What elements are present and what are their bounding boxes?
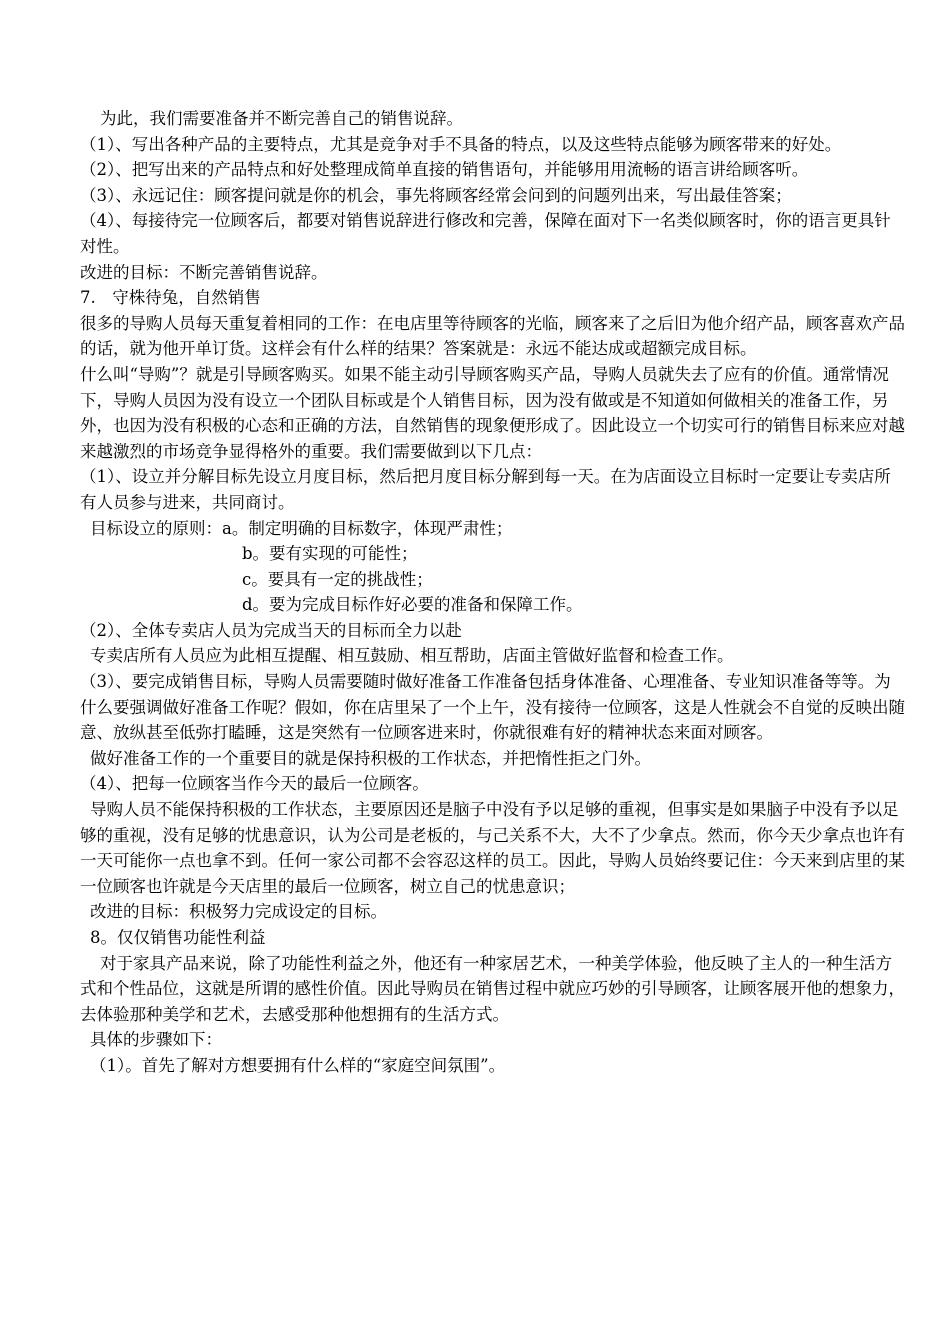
paragraph-7a: 很多的导购人员每天重复着相同的工作：在电店里等待顾客的光临，顾客来了之后旧为他介绍产品，顾客喜欢产品的话，就为他开单订货。这样会有什么样的结果？答案就是：永远不能达成或超额完成目标。	[80, 313, 905, 359]
paragraph-7b: 什么叫“导购”？就是引导顾客购买。如果不能主动引导顾客购买产品，导购人员就失去了应有的价值。通常情况下，导购人员因为没有设立一个团队目标或是个人销售目标，因为没有做或是不知道如何做相关的准备工作，另外，也因为没有积极的心态和正确的方法，自然销售的现象便形成了。因此设立一个切实可行的销售目标来应对越来越激烈的市场竞争显得格外的重要。我们需要做到以下几点：	[80, 364, 905, 461]
step-4: （4）、把每一位顾客当作今天的最后一位顾客。	[80, 774, 429, 794]
section-heading-8: 8。仅仅销售功能性利益	[90, 928, 266, 947]
paragraph-8: 对于家具产品来说，除了功能性利益之外，他还有一种家居艺术，一种美学体验，他反映了主人的一种生活方式和个性品位，这就是所谓的感性价值。因此导购员在销售过程中就应巧妙的引导顾客，让顾客展开他的想象力，去体验那种美学和艺术，去感受那种他想拥有的生活方式。	[80, 953, 905, 1024]
goal-principle-a: 目标设立的原则：a。制定明确的目标数字，体现严肃性；	[90, 518, 513, 538]
list-item-4: （4）、每接待完一位顾客后，都要对销售说辞进行修改和完善，保障在面对下一名类似顾客时，你的语言更具针对性。	[80, 211, 891, 256]
section-heading-7: 7. 守株待兔，自然销售	[80, 288, 261, 308]
paragraph-intro: 为此，我们需要准备并不断完善自己的销售说辞。	[100, 109, 463, 128]
document-body	[80, 106, 906, 1079]
steps-intro: 具体的步骤如下：	[90, 1030, 222, 1050]
step-2-detail: 专卖店所有人员应为此相互提醒、相互鼓励、相互帮助，店面主管做好监督和检查工作。	[90, 646, 734, 666]
step-8-1: （1）。首先了解对方想要拥有什么样的“家庭空间氛围”。	[90, 1055, 506, 1075]
list-item-2: （2）、把写出来的产品特点和好处整理成简单直接的销售语句，并能够用用流畅的语言讲给顾客听。	[80, 160, 809, 180]
list-item-1: （1）、写出各种产品的主要特点，尤其是竞争对手不具备的特点，以及这些特点能够为顾客带来的好处。	[80, 134, 842, 154]
goal-principle-b: b。要有实现的可能性；	[242, 544, 418, 564]
step-2: （2）、全体专卖店人员为完成当天的目标而全力以赴	[80, 620, 462, 640]
step-1: （1）、设立并分解目标先设立月度目标，然后把月度目标分解到每一天。在为店面设立目标时一定要让专卖店所有人员参与进来，共同商讨。	[80, 467, 891, 512]
list-item-3: （3）、永远记住：顾客提问就是你的机会，事先将顾客经常会问到的问题列出来，写出最佳答案；	[80, 185, 792, 205]
improvement-goal-1: 改进的目标：不断完善销售说辞。	[80, 262, 328, 282]
goal-principle-c: c。要具有一定的挑战性；	[242, 569, 433, 589]
improvement-goal-2: 改进的目标：积极努力完成设定的目标。	[90, 902, 387, 922]
step-3-detail: 做好准备工作的一个重要目的就是保持积极的工作状态，并把惰性拒之门外。	[90, 748, 651, 768]
step-3: （3）、要完成销售目标，导购人员需要随时做好准备工作准备包括身体准备、心理准备、专业知识准备等等。为什么要强调做好准备工作呢？假如，你在店里呆了一个上午，没有接待一位顾客，这是人性就会不自觉的反映出随意、放纵甚至低弥打瞌睡，这是突然有一位顾客进来时，你就很难有好的精神状态来面对顾客。	[80, 672, 905, 743]
step-4-detail: 导购人员不能保持积极的工作状态，主要原因还是脑子中没有予以足够的重视，但事实是如果脑子中没有予以足够的重视，没有足够的忧患意识，认为公司是老板的，与己关系不大，大不了少拿点。然而，你今天少拿点也许有一天可能你一点也拿不到。任何一家公司都不会容忍这样的员工。因此，导购人员始终要记住：今天来到店里的某一位顾客也许就是今天店里的最后一位顾客，树立自己的忧患意识；	[80, 800, 905, 896]
goal-principle-d: d。要为完成目标作好必要的准备和保障工作。	[242, 595, 583, 615]
